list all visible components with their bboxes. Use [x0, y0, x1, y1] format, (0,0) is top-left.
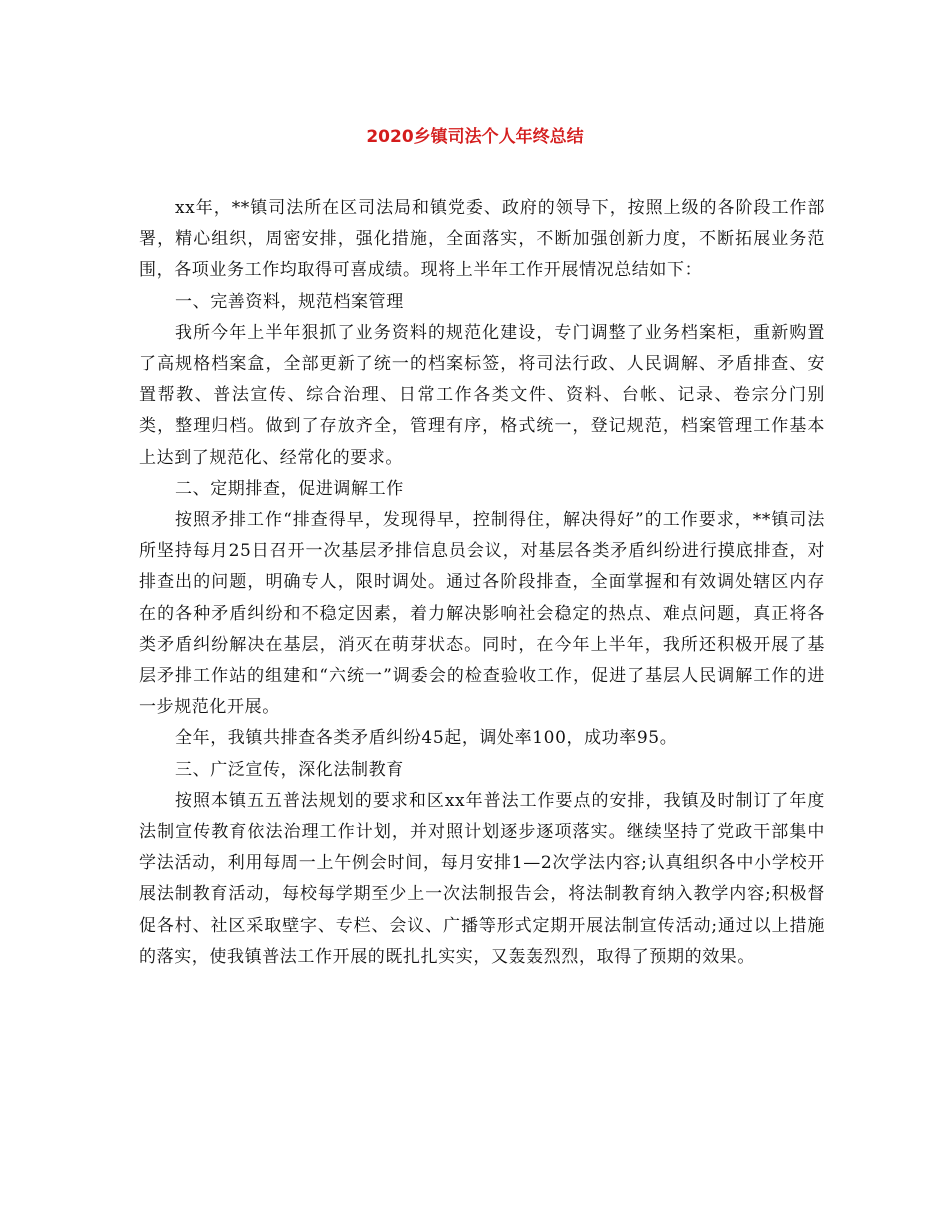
section-2-summary-paragraph: 全年，我镇共排查各类矛盾纠纷45起，调处率100，成功率95。	[175, 728, 678, 749]
section-3-paragraph: 按照本镇五五普法规划的要求和区xx年普法工作要点的安排，我镇及时制订了年度法制宣传教育依法治理工作计划，并对照计划逐步逐项落实。继续坚持了党政干部集中学法活动，利用每周一上午例会时间，每月安排1—2次学法内容;认真组织各中小学校开展法制教育活动，每校每学期至少上一次法制报告会，将法制教育纳入教学内容;积极督促各村、社区采取壁字、专栏、会议、广播等形式定期开展法制宣传活动;通过以上措施的落实，使我镇普法工作开展的既扎扎实实，又轰轰烈烈，取得了预期的效果。	[139, 790, 825, 967]
section-heading-1: 一、完善资料，规范档案管理	[175, 291, 404, 312]
section-heading-2: 二、定期排查，促进调解工作	[175, 478, 404, 499]
intro-paragraph: xx年，**镇司法所在区司法局和镇党委、政府的领导下，按照上级的各阶段工作部署，精心组织，周密安排，强化措施，全面落实，不断加强创新力度，不断拓展业务范围，各项业务工作均取得可喜成绩。现将上半年工作开展情况总结如下：	[139, 198, 825, 281]
section-1-paragraph: 我所今年上半年狠抓了业务资料的规范化建设，专门调整了业务档案柜，重新购置了高规格档案盒，全部更新了统一的档案标签，将司法行政、人民调解、矛盾排查、安置帮教、普法宣传、综合治理、日常工作各类文件、资料、台帐、记录、卷宗分门别类，整理归档。做到了存放齐全，管理有序，格式统一，登记规范，档案管理工作基本上达到了规范化、经常化的要求。	[139, 322, 825, 468]
section-2-paragraph: 按照矛排工作“排查得早，发现得早，控制得住，解决得好”的工作要求，**镇司法所坚持每月25日召开一次基层矛排信息员会议，对基层各类矛盾纠纷进行摸底排查，对排查出的问题，明确专人，限时调处。通过各阶段排查，全面掌握和有效调处辖区内存在的各种矛盾纠纷和不稳定因素，着力解决影响社会稳定的热点、难点问题，真正将各类矛盾纠纷解决在基层，消灭在萌芽状态。同时，在今年上半年，我所还积极开展了基层矛排工作站的组建和“六统一”调委会的检查验收工作，促进了基层人民调解工作的进一步规范化开展。	[139, 510, 825, 718]
section-heading-3: 三、广泛宣传，深化法制教育	[175, 759, 404, 780]
document-body	[139, 193, 825, 973]
document-title: 2020乡镇司法个人年终总结	[366, 127, 584, 147]
